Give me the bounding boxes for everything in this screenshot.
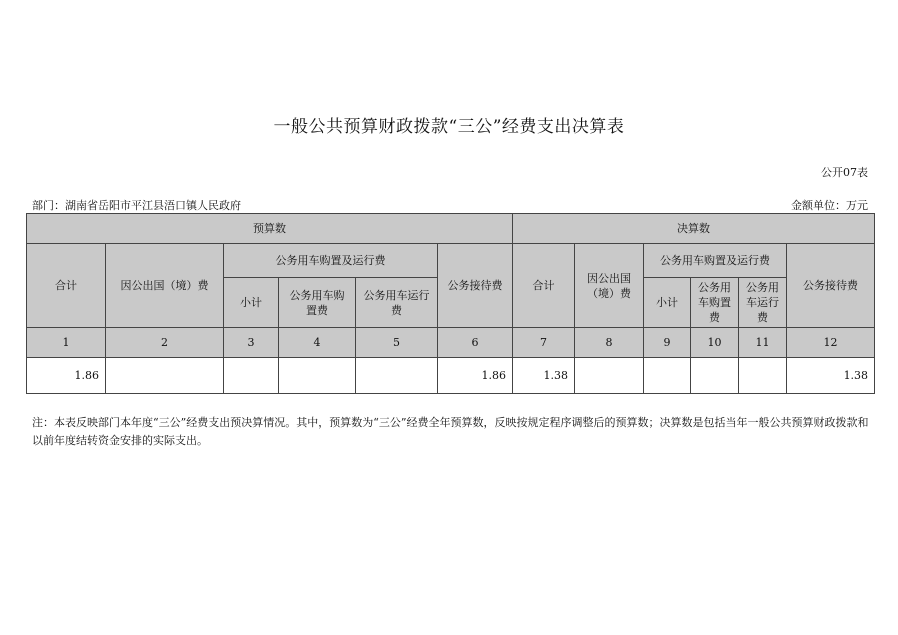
budget-reception-header: 公务接待费	[438, 244, 513, 328]
final-purchase-header-text: 公务用车购置费	[698, 281, 732, 324]
form-number: 公开07表	[821, 166, 868, 179]
final-abroad-header	[575, 244, 644, 328]
header-row-groups	[27, 214, 875, 244]
final-group-header: 决算数	[513, 214, 875, 244]
index-cell: 10	[691, 328, 739, 358]
index-cell: 11	[739, 328, 787, 358]
footnote: 注：本表反映部门本年度“三公”经费支出预决算情况。其中，预算数为“三公”经费全年预算数，反映按规定程序调整后的预算数；决算数是包括当年一般公共预算财政拨款和以前年度结转资金安排的实际支出。	[32, 416, 869, 447]
data-cell: 1.38	[787, 358, 875, 394]
final-operation-header	[739, 278, 787, 328]
index-cell: 7	[513, 328, 575, 358]
data-cell	[644, 358, 691, 394]
final-reception-header: 公务接待费	[787, 244, 875, 328]
table-row	[27, 358, 875, 394]
amount-unit-label: 金额单位：万元	[791, 199, 868, 212]
header-row-categories	[27, 244, 875, 278]
final-abroad-header-text: 因公出国（境）费	[587, 271, 632, 300]
budget-purchase-header	[279, 278, 356, 328]
index-cell: 3	[224, 328, 279, 358]
data-cell	[739, 358, 787, 394]
budget-subtotal-header: 小计	[224, 278, 279, 328]
three-public-expenses-table	[26, 213, 875, 394]
final-purchase-header	[691, 278, 739, 328]
budget-total-header: 合计	[27, 244, 106, 328]
final-total-header: 合计	[513, 244, 575, 328]
index-cell: 4	[279, 328, 356, 358]
index-cell: 9	[644, 328, 691, 358]
data-cell: 1.86	[27, 358, 106, 394]
final-vehicle-header: 公务用车购置及运行费	[644, 244, 787, 278]
data-cell	[356, 358, 438, 394]
budget-operation-header-text: 公务用车运行费	[363, 288, 430, 317]
page-title: 一般公共预算财政拨款“三公”经费支出决算表	[273, 117, 625, 137]
data-cell: 1.86	[438, 358, 513, 394]
index-cell: 6	[438, 328, 513, 358]
index-cell: 5	[356, 328, 438, 358]
data-cell	[279, 358, 356, 394]
department-label: 部门：湖南省岳阳市平江县浯口镇人民政府	[32, 199, 241, 212]
data-cell: 1.38	[513, 358, 575, 394]
index-cell: 1	[27, 328, 106, 358]
final-operation-header-text: 公务用车运行费	[746, 281, 780, 324]
data-cell	[691, 358, 739, 394]
data-cell	[575, 358, 644, 394]
data-cell	[106, 358, 224, 394]
budget-purchase-header-text: 公务用车购置费	[289, 288, 345, 317]
final-subtotal-header: 小计	[644, 278, 691, 328]
index-cell: 12	[787, 328, 875, 358]
budget-vehicle-header: 公务用车购置及运行费	[224, 244, 438, 278]
data-cell	[224, 358, 279, 394]
budget-abroad-header: 因公出国（境）费	[106, 244, 224, 328]
index-cell: 8	[575, 328, 644, 358]
budget-operation-header	[356, 278, 438, 328]
column-index-row	[27, 328, 875, 358]
budget-group-header: 预算数	[27, 214, 513, 244]
index-cell: 2	[106, 328, 224, 358]
